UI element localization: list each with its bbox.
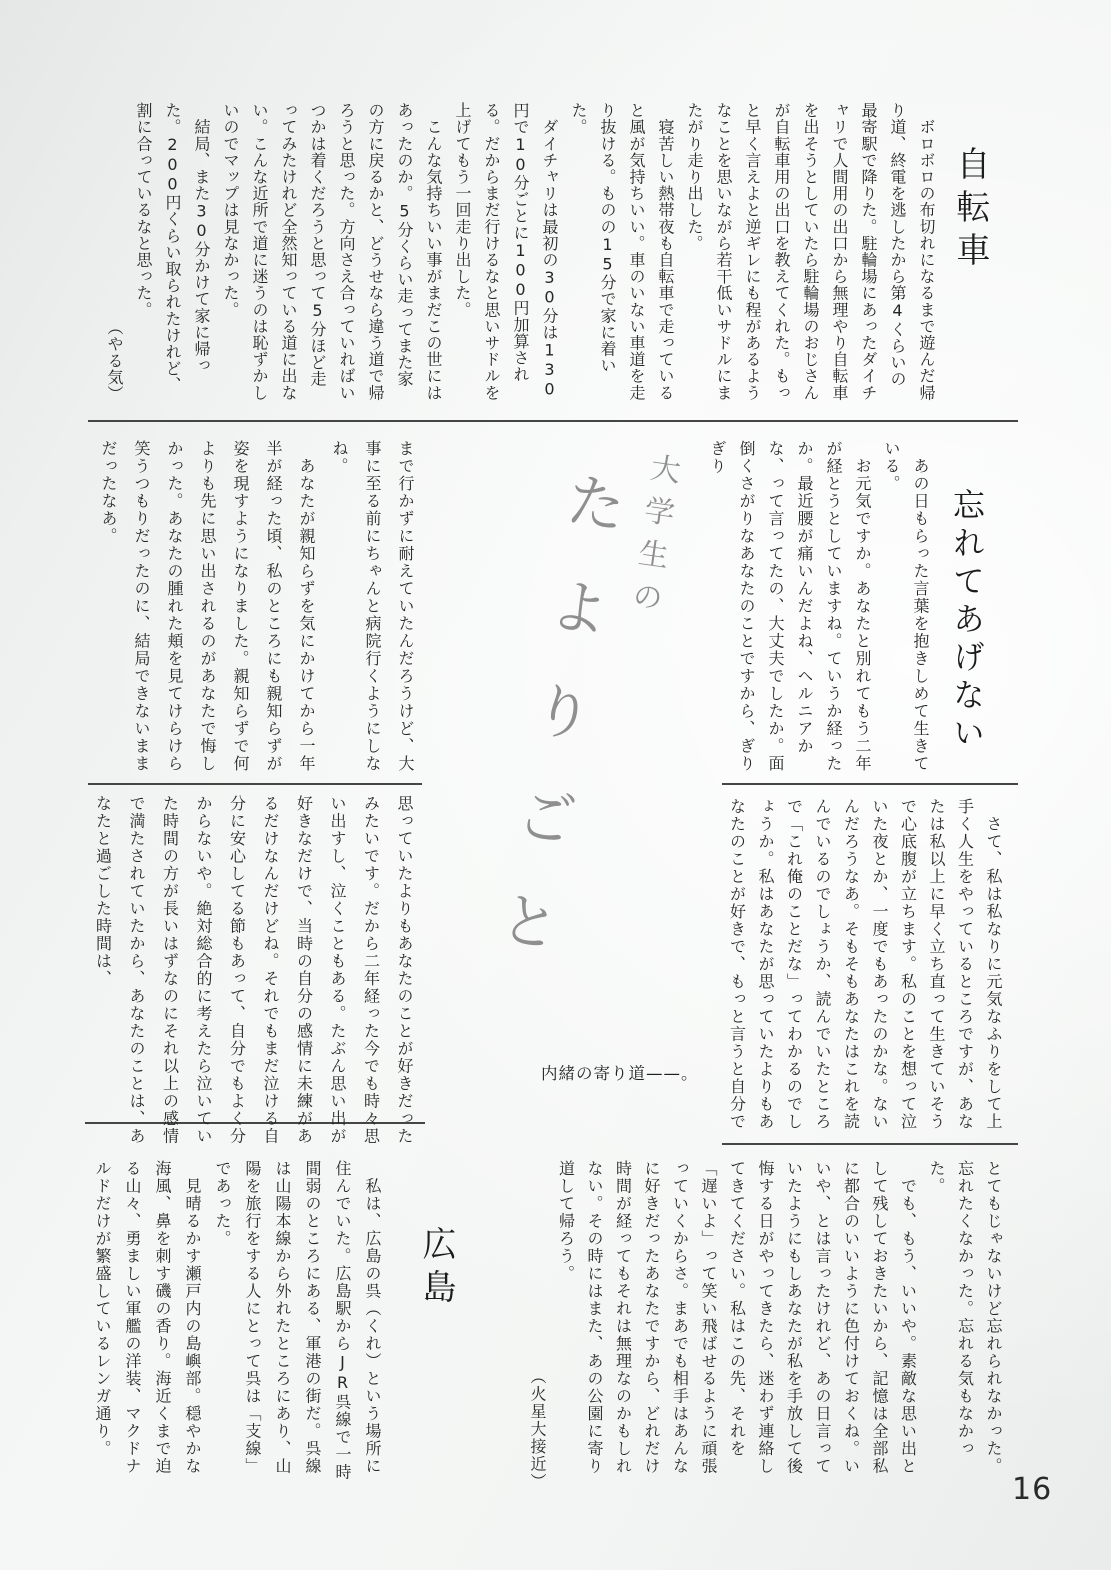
paragraph: ボロボロの布切れになるまで遊んだ帰り道、終電を逃したから第4くらいの最寄駅で降りた。駐輪場にあったダイチャリで人間用の出口から無理やり自転車を出そうとしていたら駐輪場のおじさんが自転車用の出口を教えてくれた。もっと早く言えよと逆ギレにも程があるようなことを思いながら若干低いサドルにまたがり走り出した。 [685,102,936,401]
paragraph: 私は、広島の呉（くれ）という場所に住んでいた。広島駅からJR呉線で一時間弱のところにある、軍港の街だ。呉線は山陽本線から外れたところにあり、山陽を旅行をする人にとって呉は「支線」であった。 [213,1160,382,1481]
paragraph: あの日もらった言葉を抱きしめて生きている。 [882,440,930,773]
handwritten-title-main: たよりごと [478,465,632,1001]
divider-line [88,420,1018,422]
paragraph: あなたが親知らずを気にかけてから一年半が経った頃、私のところにも親知らずが姿を現すようになりました。親知らずで何よりも先に思い出されるのがあなたで悔しかった。あなたの腫れた頬を見てけらけら笑うつもりだったのに、結局できないままだったなあ。 [99,440,316,773]
essay-body-wasurete-mid-right [720,798,1007,1144]
essay-body-wasurete-mid-left [85,795,421,1145]
essay-body-hiroshima [85,1160,387,1488]
handwritten-title-prefix: 大学生の [623,450,682,626]
paragraph: ダイチャリは最初の30分は130円で10分ごとに100円加算される。だからまだ行けるなと思いサドルを上げてもう一回走り出した。 [453,102,559,401]
paragraph: 結局、また30分かけて家に帰った。200円くらい取られたけれど、割に合っているなと思った。 [134,102,211,394]
paragraph: お元気ですか。あなたと別れてもう二年が経とうとしていますね。ていうか経ったか。最近腰が痛いんだよね、ヘルニアかな、って言ってたの、大丈夫でしたか。面倒くさがりなあなたのことですから、ぎりぎり [708,440,872,773]
essay-body-wasurete-top-right [708,440,935,780]
paragraph: こんな気持ちいい事がまだこの世にはあったのか。5分くらい走ってまた家の方に戻るかと、どうせなら違う道で帰ろうと思った。方向さえ合っていればいつかは着くだろうと思って5分ほど走ってみたけれど全然知っている道に出ない。こんな近所で道に迷うのは恥ずかしいのでマップは見なかった。 [221,102,443,401]
page-number: 16 [1012,1472,1053,1507]
essay-body-wasurete-bottom [520,1160,1007,1490]
author-signature: （やる気） [105,319,124,402]
essay-title-hiroshima: 広島 [416,1226,456,1312]
column-tagline: 内緒の寄り道——。 [541,1064,699,1083]
paragraph: 寝苦しい熱帯夜も自転車で走っていると風が気持ちいい。車のいない車道を走り抜ける。ものの15分で家に着いた。 [569,102,675,401]
author-signature: （火星大接近） [528,1367,547,1490]
paragraph: とてもじゃないけど忘れられなかった。忘れたくなかった。忘れる気もなかった。 [927,1160,1003,1475]
paragraph: でも、もう、いいや。素敵な思い出として残しておきたいから、記憶は全部私に都合のいいように色付けておくね。いいや、とは言ったけれど、あの日言っていたようにもしあなたが私を手放して後悔する日がやってきたら、迷わず連絡してきてください。私はこの先、それを「遅いよ」って笑い飛ばせるように頑張っていくからさ。まあでも相手はあんなに好きだったあなたですから、どれだけ時間が経ってもそれは無理なのかもしれない。その時にはまた、あの公園に寄り道して帰ろう。 [556,1160,918,1475]
paragraph: 見晴るかす瀬戸内の島嶼部。穏やかな海風、鼻を刺す磯の香り。海近くまで迫る山々、勇ましい軍艦の洋装、マクドナルドだけが繁盛しているレンガ通り。 [93,1160,202,1475]
essay-body-bicycle [105,102,941,402]
essay-title-bicycle: 自転車 [950,146,990,275]
paragraph: まで行かずに耐えていたんだろうけど、大事に至る前にちゃんと病院行くようにしなね。 [330,440,415,773]
divider-line [722,783,1018,785]
essay-body-wasurete-top-left [88,440,422,784]
essay-title-wasurete: 忘れてあげない [948,488,986,754]
paragraph: 思っていたよりもあなたのことが好きだったみたいです。だから二年経った今でも時々思い出すし、泣くこともある。たぶん思い出が好きなだけで、当時の自分の感情に未練があるだけなんだけどね。それでもまだ泣ける自分に安心してる節もあって、自分でもよく分からないや。絶対総合的に考えたら泣いていた時間の方が長いはずなのにそれ以上の感情で満たされていたから、あなたのことは、あなたと過ごした時間は、 [93,795,414,1145]
paragraph: さて、私は私なりに元気なふりをして上手く人生をやっているところですが、あなたは私以上に早く立ち直って生きていそうで心底腹が立ちます。私のことを想って泣いた夜とか、一度でもあったのかな。ないんだろうなあ。そもそもあなたはこれを読んでいるのでしょうか、読んでいたところで「これ俺のことだな」ってわかるのでしょうか。私はあなたが思っていたよりもあなたのことが好きで、もっと言うと自分で [727,798,1003,1131]
